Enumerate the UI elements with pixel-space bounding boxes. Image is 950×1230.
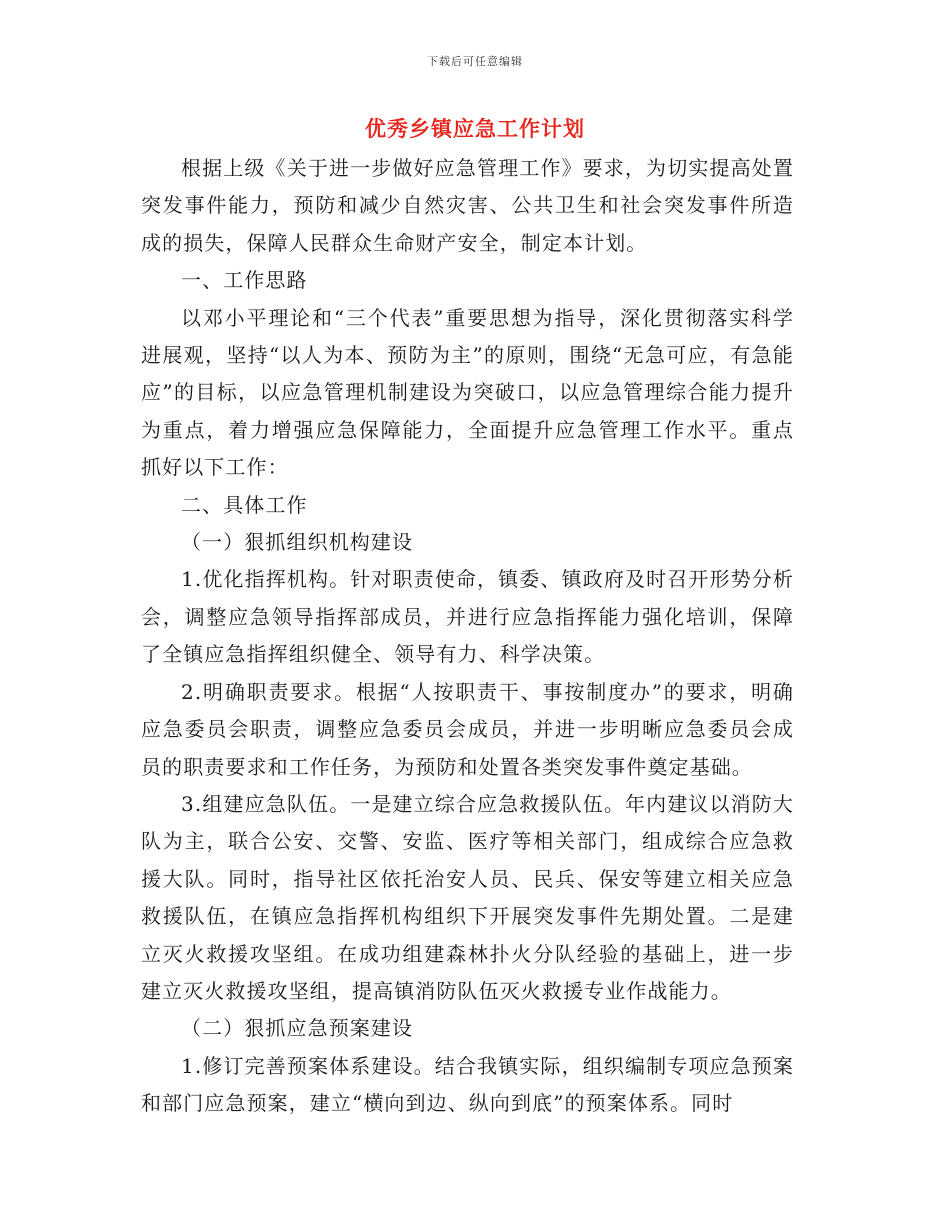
document-title: 优秀乡镇应急工作计划 (365, 116, 585, 141)
paragraph-item-2: 2.明确职责要求。根据“人按职责干、事按制度办”的要求，明确应急委员会职责，调整应急委员会成员，并进一步明晰应急委员会成员的职责要求和工作任务，为预防和处置各类突发事件奠定基础。 (141, 679, 794, 779)
subsection-heading-1: （一）狠抓组织机构建设 (181, 530, 414, 555)
paragraph-plan-item-1: 1.修订完善预案体系建设。结合我镇实际，组织编制专项应急预案和部门应急预案，建立“横向到边、纵向到底”的预案体系。同时 (141, 1053, 794, 1116)
paragraph-guiding-idea: 以邓小平理论和“三个代表”重要思想为指导，深化贯彻落实科学进展观，坚持“以人为本、预防为主”的原则，围绕“无急可应，有急能应”的目标，以应急管理机制建设为突破口，以应急管理综合能力提升为重点，着力增强应急保障能力，全面提升应急管理工作水平。重点抓好以下工作： (141, 305, 794, 480)
section-heading-1: 一、工作思路 (181, 268, 308, 293)
paragraph-item-3: 3.组建应急队伍。一是建立综合应急救援队伍。年内建议以消防大队为主，联合公安、交警、安监、医疗等相关部门，组成综合应急救援大队。同时，指导社区依托治安人员、民兵、保安等建立相关应急救援队伍，在镇应急指挥机构组织下开展突发事件先期处置。二是建立灭火救援攻坚组。在成功组建森林扑火分队经验的基础上，进一步建立灭火救援攻坚组，提高镇消防队伍灭火救援专业作战能力。 (141, 791, 794, 1003)
paragraph-intro: 根据上级《关于进一步做好应急管理工作》要求，为切实提高处置突发事件能力，预防和减少自然灾害、公共卫生和社会突发事件所造成的损失，保障人民群众生命财产安全，制定本计划。 (141, 156, 794, 255)
document-body (141, 150, 794, 1123)
section-heading-2: 二、具体工作 (181, 492, 308, 517)
header-note: 下载后可任意编辑 (427, 55, 523, 68)
paragraph-item-1: 1.优化指挥机构。针对职责使命，镇委、镇政府及时召开形势分析会，调整应急领导指挥部成员，并进行应急指挥能力强化培训，保障了全镇应急指挥组织健全、领导有力、科学决策。 (141, 567, 794, 667)
subsection-heading-2: （二）狠抓应急预案建设 (181, 1016, 414, 1041)
